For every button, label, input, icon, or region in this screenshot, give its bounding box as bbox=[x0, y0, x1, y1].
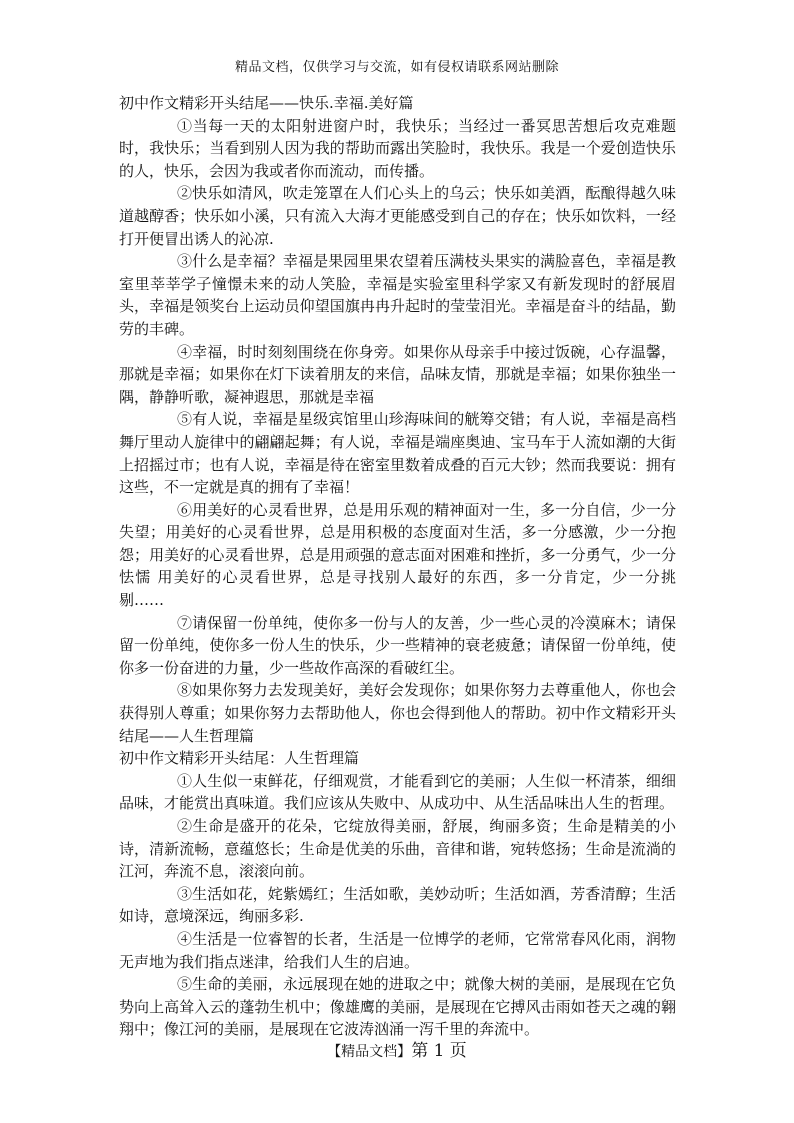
section-title: 初中作文精彩开头结尾——快乐.幸福.美好篇 bbox=[119, 94, 414, 112]
paragraph: ②生命是盛开的花朵，它绽放得美丽，舒展，绚丽多资；生命是精美的小诗，清新流畅，意蕴悠长；生命是优美的乐曲，音律和谐，宛转悠扬；生命是流淌的江河，奔流不息，滚滚向前。 bbox=[119, 817, 676, 881]
section-title: 初中作文精彩开头结尾：人生哲理篇 bbox=[119, 749, 360, 768]
paragraph: ①人生似一束鲜花，仔细观赏，才能看到它的美丽；人生似一杯清茶，细细品味，才能赏出真味道。我们应该从失败中、从成功中、从生活品味出人生的哲理。 bbox=[119, 771, 676, 813]
paragraph: ③生活如花，姹紫嫣红；生活如歌，美妙动听；生活如酒，芳香清醇；生活如诗，意境深远，绚丽多彩. bbox=[119, 884, 676, 926]
page-footer bbox=[0, 1036, 794, 1061]
page-header: 精品文档，仅供学习与交流，如有侵权请联系网站删除 bbox=[234, 60, 559, 75]
paragraph: ④生活是一位睿智的长者，生活是一位博学的老师，它常常春风化雨，润物无声地为我们指点迷津，给我们人生的启迪。 bbox=[119, 929, 676, 971]
page-number: 第 1 页 bbox=[411, 1041, 467, 1061]
paragraph: ⑤有人说，幸福是星级宾馆里山珍海味间的觥筹交错；有人说，幸福是高档舞厅里动人旋律中的翩翩起舞；有人说，幸福是端座奥迪、宝马车于人流如潮的大街上招摇过市；也有人说，幸福是待在密室里数着成叠的百元大钞；然而我要说：拥有这些，不一定就是真的拥有了幸福！ bbox=[119, 410, 676, 497]
footer-label: 【精品文档】 bbox=[327, 1044, 412, 1060]
paragraph: ⑦请保留一份单纯，使你多一份与人的友善，少一些心灵的冷漠麻木；请保留一份单纯，使你多一份人生的快乐，少一些精神的衰老疲惫；请保留一份单纯，使你多一份奋进的力量，少一些故作高深的看破红尘。 bbox=[119, 613, 676, 677]
paragraph: ⑧如果你努力去发现美好，美好会发现你；如果你努力去尊重他人，你也会获得别人尊重；如果你努力去帮助他人，你也会得到他人的帮助。初中作文精彩开头结尾——人生哲理篇 bbox=[119, 681, 676, 745]
paragraph: ①当每一天的太阳射进窗户时，我快乐；当经过一番冥思苦想后攻克难题时，我快乐；当看到别人因为我的帮助而露出笑脸时，我快乐。我是一个爱创造快乐的人，快乐，会因为我或者你而流动，而传播。 bbox=[119, 116, 676, 180]
paragraph: ③什么是幸福？幸福是果园里果农望着压满枝头果实的满脸喜色，幸福是教室里莘莘学子憧憬未来的动人笑脸，幸福是实验室里科学家又有新发现时的舒展眉头，幸福是领奖台上运动员仰望国旗冉冉升起时的莹莹泪光。幸福是奋斗的结晶，勤劳的丰碑。 bbox=[119, 252, 676, 338]
paragraph: ⑥用美好的心灵看世界，总是用乐观的精神面对一生，多一分自信，少一分失望；用美好的心灵看世界，总是用积极的态度面对生活，多一分感激，少一分抱怨；用美好的心灵看世界，总是用顽强的意志面对困难和挫折，多一分勇气，少一分怯懦 用美好的心灵看世界，总是寻找别人最好的东西，多一分肯定，少一分挑剔…… bbox=[119, 500, 676, 610]
paragraph: ⑤生命的美丽，永远展现在她的进取之中；就像大树的美丽，是展现在它负势向上高耸入云的蓬勃生机中；像雄鹰的美丽，是展现在它搏风击雨如苍天之魂的翱翔中；像江河的美丽，是展现在它波涛汹涌一泻千里的奔流中。 bbox=[119, 975, 676, 1039]
paragraph: ④幸福，时时刻刻围绕在你身旁。如果你从母亲手中接过饭碗，心存温馨，那就是幸福；如果你在灯下读着朋友的来信，品味友情，那就是幸福；如果你独坐一隅，静静听歌，凝神遐思，那就是幸福 bbox=[119, 342, 676, 406]
paragraph: ②快乐如清风，吹走笼罩在人们心头上的乌云；快乐如美酒，酝酿得越久味道越醇香；快乐如小溪，只有流入大海才更能感受到自己的存在；快乐如饮料，一经打开便冒出诱人的沁凉. bbox=[119, 184, 676, 248]
document-body bbox=[119, 92, 676, 1041]
